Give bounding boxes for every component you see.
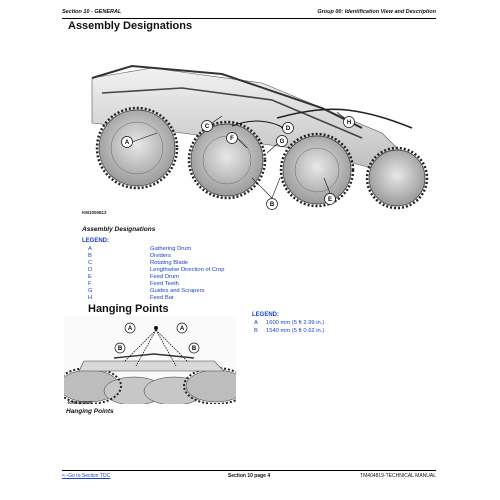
svg-text:A: A [127, 326, 133, 332]
legend-key: G [88, 288, 93, 294]
legend-value: Feed Bar [150, 295, 174, 301]
legend-value: Rotating Blade [150, 260, 189, 266]
legend-value: 1600 mm (5 ft 2.99 in.) [266, 320, 325, 326]
hanging-callout-a2 [177, 323, 187, 333]
svg-text:D: D [285, 126, 291, 132]
hanging-caption: Hanging Points [66, 408, 114, 415]
hanging-points-illustration [64, 316, 236, 404]
hanging-callout-b2 [189, 343, 199, 353]
svg-text:B: B [191, 346, 197, 352]
legend-key: A [254, 320, 258, 326]
header-machine-illustration [62, 38, 436, 218]
assembly-heading: Assembly Designations [68, 20, 193, 32]
svg-text:G: G [279, 139, 285, 145]
hanging-callout-b [115, 343, 125, 353]
manual-id: TM404819-TECHNICAL MANUAL [360, 473, 436, 479]
hanging-callout-a [125, 323, 135, 333]
legend-key: C [88, 260, 93, 266]
svg-text:F: F [230, 136, 234, 142]
hanging-figure [64, 316, 236, 404]
legend-value: Lengthwise Direction of Crop [150, 267, 225, 273]
page-header [62, 8, 436, 19]
assembly-figure [62, 38, 436, 218]
svg-text:C: C [204, 124, 210, 130]
legend-value: Gathering Drum [150, 246, 192, 252]
legend-key: D [88, 267, 93, 273]
legend-key: A [88, 246, 92, 252]
callout-d [283, 123, 294, 134]
legend-key: E [88, 274, 92, 280]
svg-text:E: E [327, 197, 333, 203]
header-section: Section 10 - GENERAL [62, 9, 122, 15]
assembly-caption: Assembly Designations [82, 226, 156, 233]
legend-key: H [88, 295, 93, 301]
svg-text:H: H [346, 120, 352, 126]
assembly-legend-title: LEGEND: [82, 238, 109, 244]
legend-value: Guides and Scrapers [150, 288, 205, 294]
hanging-heading: Hanging Points [88, 303, 169, 315]
page-footer [62, 470, 436, 481]
legend-key: B [254, 328, 258, 334]
legend-value: Feed Drum [150, 274, 179, 280]
hanging-legend-title: LEGEND: [252, 312, 279, 318]
svg-text:B: B [269, 202, 275, 208]
header-group: Group 00: Identification View and Description [317, 9, 436, 15]
svg-text:B: B [117, 346, 123, 352]
legend-key: F [88, 281, 92, 287]
section-toc-link[interactable]: <--Go to Section TOC [62, 473, 111, 479]
hanging-figure-id: KM1000805 [68, 400, 93, 405]
assembly-figure-id: KM1000813 [82, 210, 107, 215]
manual-page [62, 8, 436, 488]
legend-value: 1540 mm (5 ft 0.62 in.) [266, 328, 325, 334]
legend-key: B [88, 253, 92, 259]
legend-value: Dividers [150, 253, 171, 259]
svg-text:A: A [179, 326, 185, 332]
page-number: Section 10 page 4 [227, 473, 271, 479]
legend-value: Feed Teeth [150, 281, 179, 287]
svg-text:A: A [124, 140, 130, 146]
